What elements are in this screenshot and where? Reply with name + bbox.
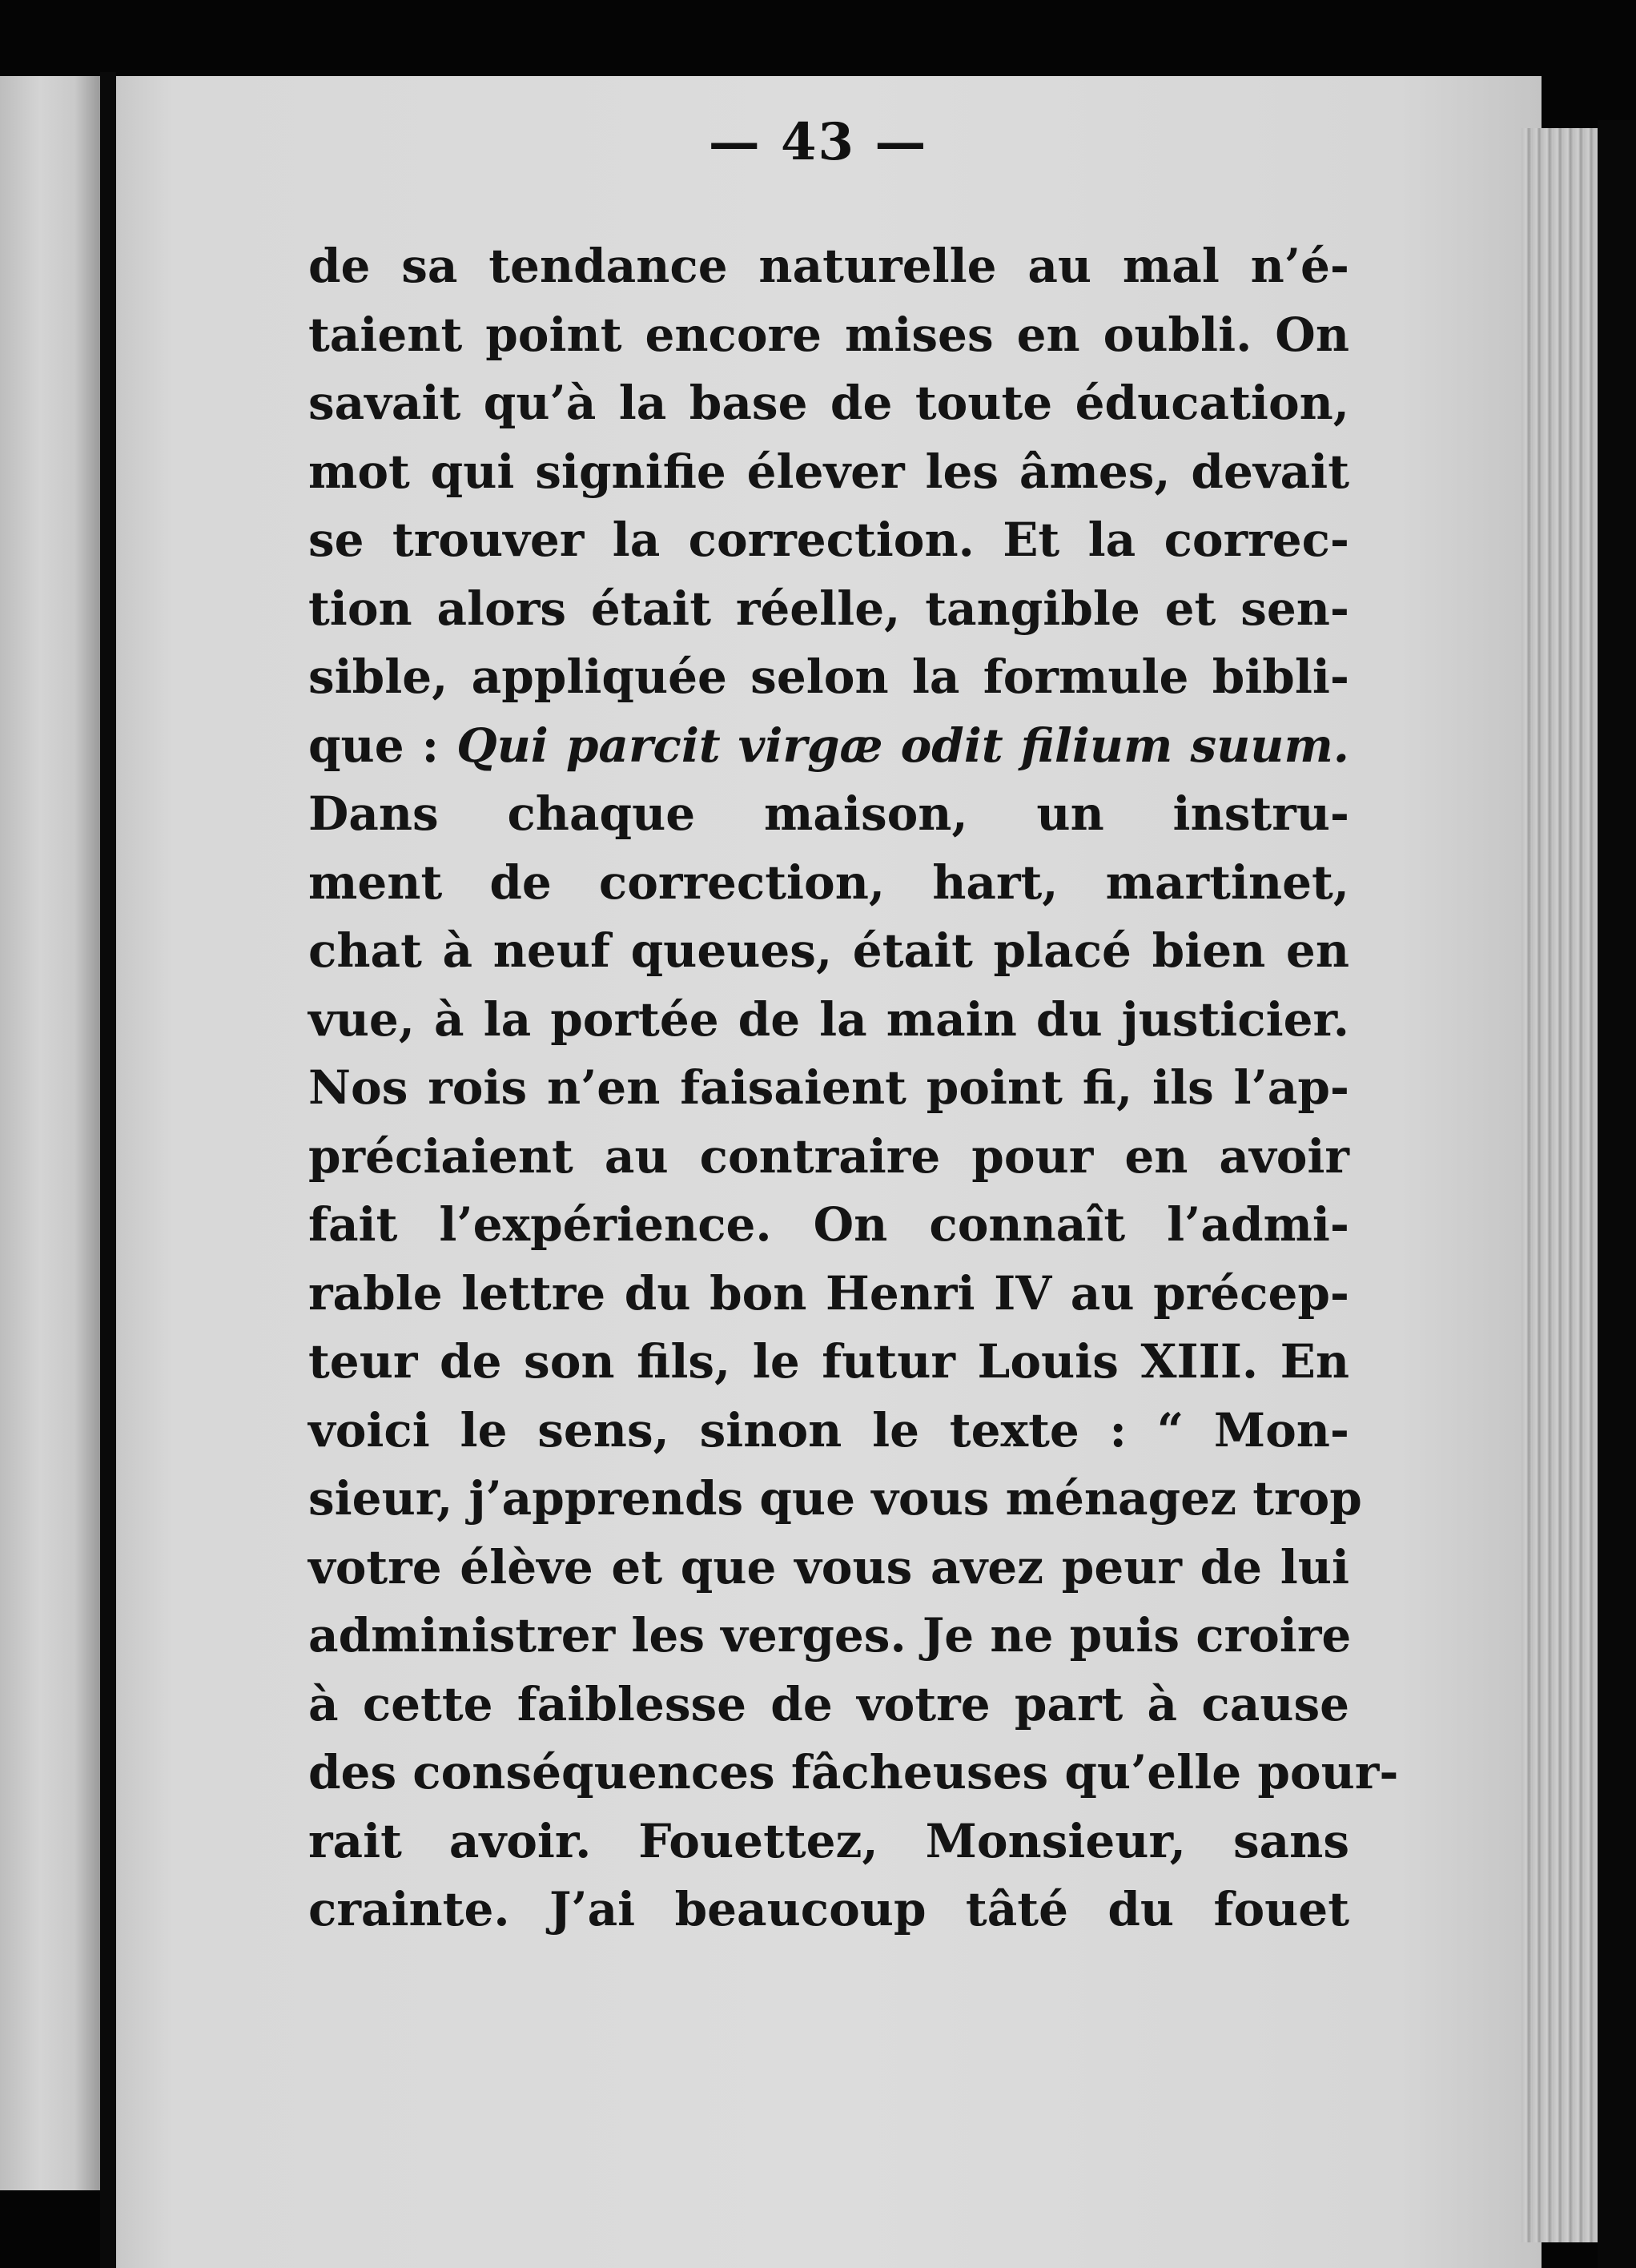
text-line: votre élève et que vous avez peur de lui: [308, 1539, 1349, 1594]
text-line: préciaient au contraire pour en avoir: [308, 1128, 1349, 1184]
text-line: Dans chaque maison, un instru-: [308, 786, 1349, 841]
text-line: mot qui signifie élever les âmes, devait: [308, 444, 1349, 499]
text-line: vue, à la portée de la main du justicier.: [308, 991, 1349, 1047]
scan-border: [1598, 120, 1636, 2268]
facing-page-edge: [0, 76, 100, 2190]
text-line: ment de correction, hart, martinet,: [308, 855, 1349, 910]
text-line: teur de son fils, le futur Louis XIII. En: [308, 1334, 1349, 1389]
latin-quote-line: [308, 712, 1349, 781]
text-line: se trouver la correction. Et la correc-: [308, 513, 1349, 567]
text-line: chat à neuf queues, était placé bien en: [308, 923, 1349, 978]
text-line: sible, appliquée selon la formule bibli-: [308, 649, 1349, 704]
latin-prefix: que :: [308, 718, 457, 773]
text-line: voici le sens, sinon le texte : “ Mon-: [308, 1402, 1349, 1458]
text-line: fait l’expérience. On connaît l’admi-: [308, 1197, 1349, 1252]
text-line: tion alors était réelle, tangible et sen-: [308, 581, 1349, 636]
text-line: administrer les verges. Je ne puis croire: [308, 1608, 1352, 1663]
text-line: Nos rois n’en faisaient point fi, ils l’ap-: [308, 1060, 1349, 1115]
page-stack-edge: [1521, 128, 1598, 2242]
text-line: à cette faiblesse de votre part à cause: [308, 1676, 1349, 1731]
text-line: rable lettre du bon Henri IV au précep-: [308, 1265, 1349, 1321]
text-line: rait avoir. Fouettez, Monsieur, sans: [308, 1813, 1349, 1868]
text-line: crainte. J’ai beaucoup tâté du fouet: [308, 1882, 1349, 1936]
text-line: taient point encore mises en oubli. On: [308, 307, 1349, 362]
text-line: sieur, j’apprends que vous ménagez trop: [308, 1471, 1362, 1526]
binding-gutter: [100, 72, 116, 2268]
text-line: savait qu’à la base de toute éducation,: [308, 376, 1349, 430]
text-line: des conséquences fâcheuses qu’elle pour-: [308, 1745, 1399, 1800]
page-number: — 43 —: [708, 112, 928, 172]
body-text: [308, 232, 1399, 1944]
latin-quote: Qui parcit virgæ odit filium suum.: [456, 718, 1350, 773]
text-line: de sa tendance naturelle au mal n’é-: [308, 239, 1349, 293]
